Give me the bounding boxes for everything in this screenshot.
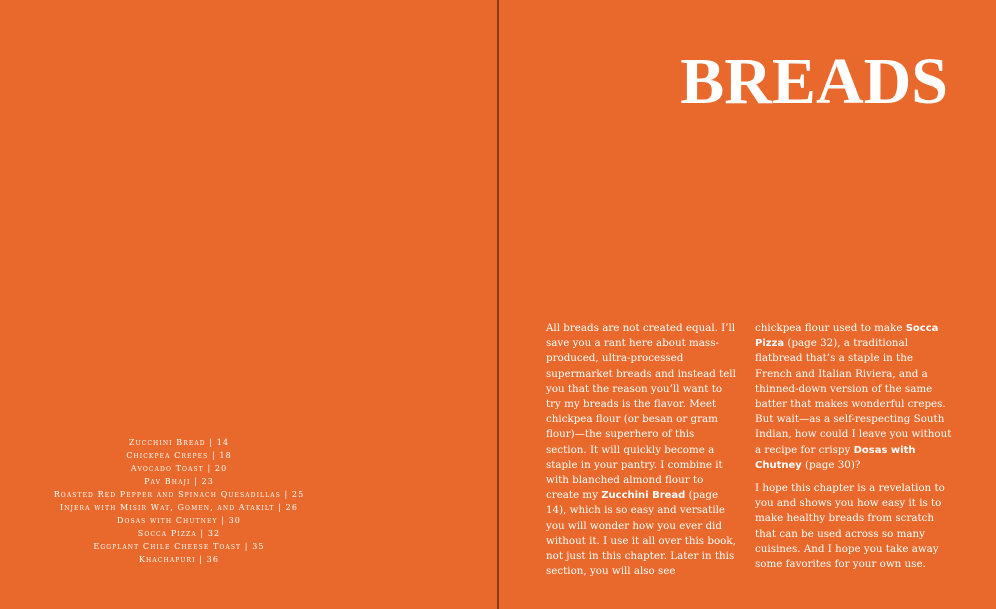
intro-paragraph (755, 321, 953, 473)
intro-text: chickpea flour used to make (755, 322, 906, 334)
right-page (499, 0, 996, 609)
recipe-list-item: Injera with Misir Wat, Gomen, and Atakilt | 26 (59, 503, 299, 512)
intro-text: (page 30)? (801, 458, 861, 471)
intro-text: All breads are not created equal. I’ll save you a rant here about mass-produced, ultra-processed supermarket breads and instead tell you that the reason you’ll want to try my breads is the flavor. Meet chickpea flour (or besan or gram flour)—the superhero of this section. It will quickly become a staple in your pantry. I combine it with blanched almond flour to create my (546, 322, 736, 502)
intro-column-2 (755, 321, 953, 580)
recipe-list-item: Khachapuri | 36 (138, 555, 220, 564)
intro-paragraph (546, 321, 738, 579)
left-page (0, 0, 497, 609)
intro-text: (page 32), a traditional flatbread that’s a staple in the French and Italian Riviera, and a thinned-down version of the same batter that makes wonderful crepes. But wait—as a self-respecting South Indian, how could I leave you without a recipe for crispy (755, 337, 952, 456)
closing-paragraph: I hope this chapter is a revelation to you and shows you how easy it is to make healthy breads from scratch that can be used across so many cuisines. And I hope you take away some favorites for your own use. (755, 482, 945, 571)
recipe-list-item: Avocado Toast | 20 (130, 464, 228, 473)
intro-column-1 (546, 321, 738, 587)
intro-text: (page 14), which is so easy and versatile you will wonder how you ever did without it. I use it all over this book, not just in this chapter. Later in this section, you will also see (546, 489, 736, 578)
recipe-list (0, 436, 358, 566)
recipe-list-item: Pav Bhaji | 23 (144, 477, 214, 486)
recipe-reference: Dosas with Chutney (755, 444, 916, 471)
chapter-title: BREADS (680, 45, 948, 118)
recipe-list-item: Zucchini Bread | 14 (128, 438, 230, 447)
recipe-list-item: Dosas with Chutney | 30 (116, 516, 241, 525)
recipe-list-item: Chickpea Crepes | 18 (126, 451, 232, 460)
recipe-list-item: Roasted Red Pepper and Spinach Quesadillas | 25 (53, 490, 305, 499)
recipe-reference: Zucchini Bread (601, 490, 686, 502)
recipe-list-item: Eggplant Chile Cheese Toast | 35 (93, 542, 265, 551)
recipe-reference: Socca Pizza (755, 323, 939, 350)
recipe-list-item: Socca Pizza | 32 (137, 529, 221, 538)
